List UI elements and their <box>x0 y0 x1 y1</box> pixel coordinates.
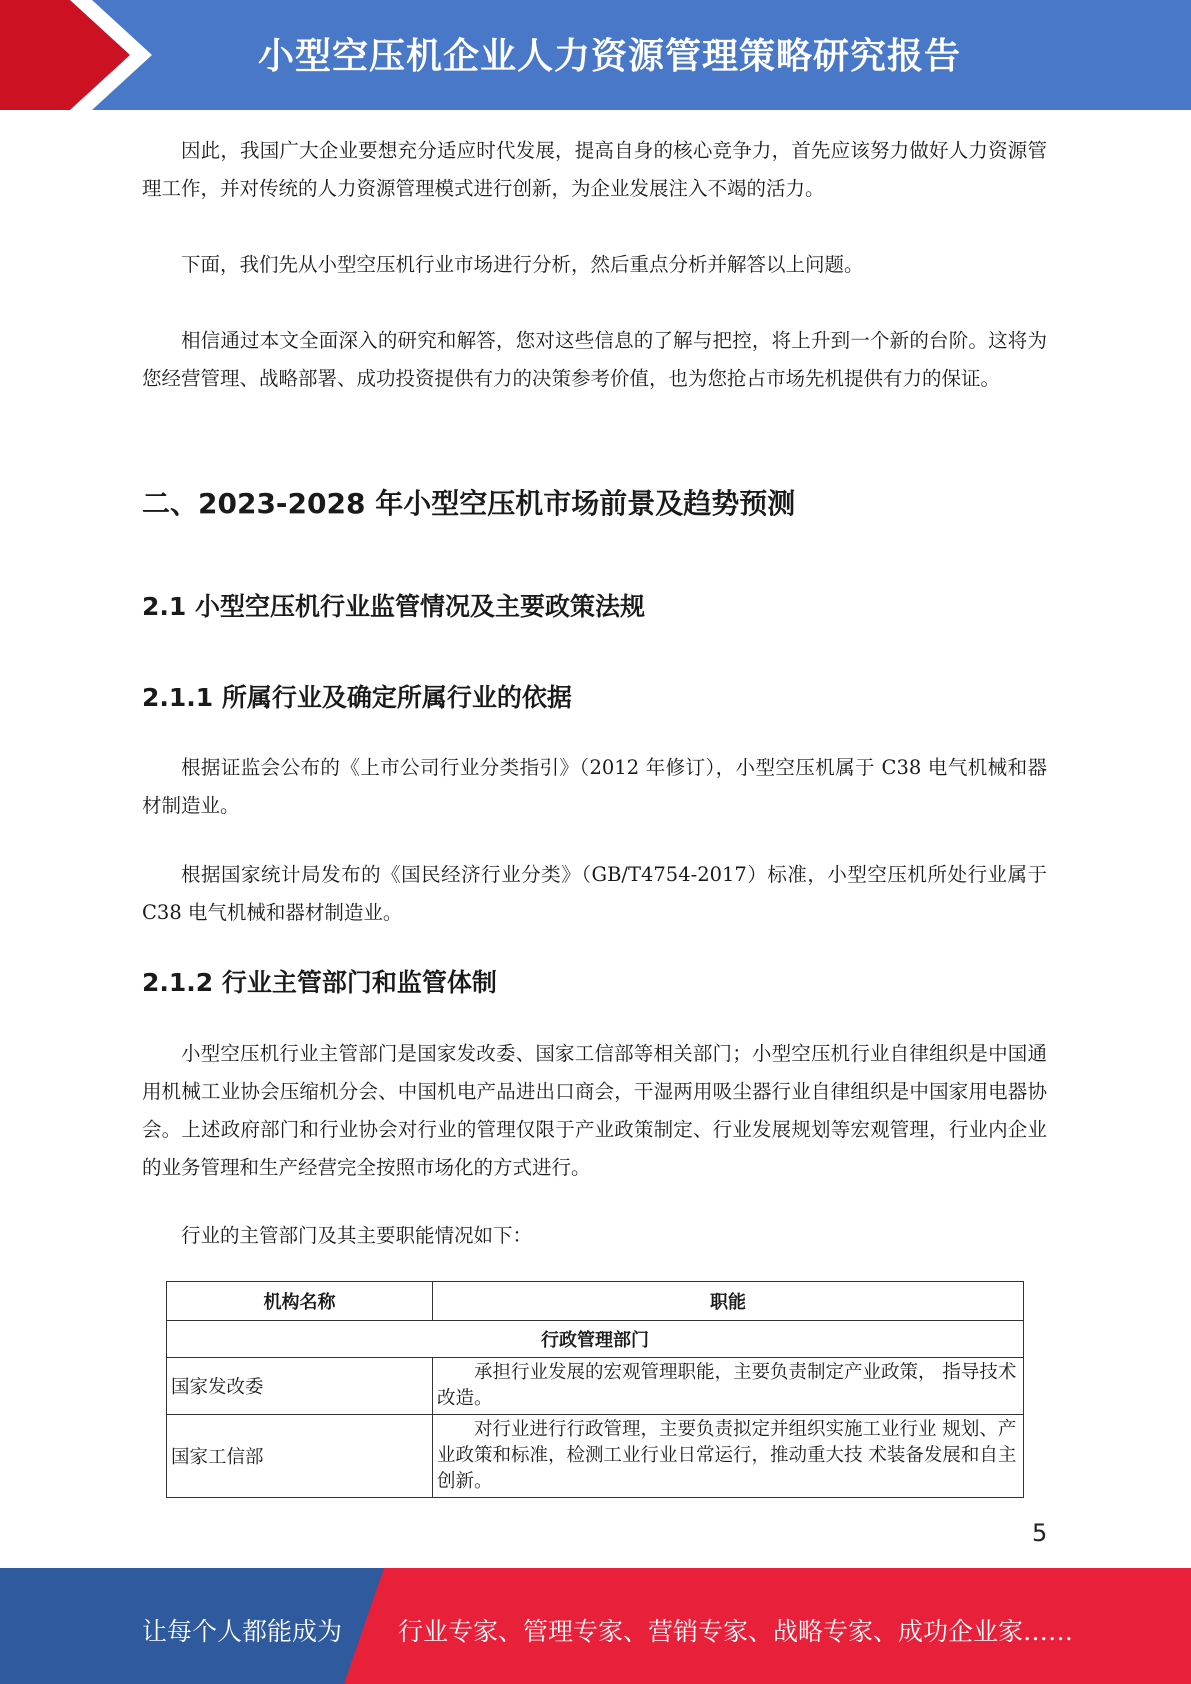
table-section-row <box>167 1321 1024 1358</box>
table-row <box>167 1358 1024 1415</box>
table-header-org: 机构名称 <box>167 1282 433 1321</box>
table-header-row <box>167 1282 1024 1321</box>
page-number: 5 <box>1032 1519 1048 1547</box>
table-row <box>167 1415 1024 1498</box>
page-header <box>0 0 1191 110</box>
table-cell-org: 国家发改委 <box>167 1358 433 1415</box>
page-footer <box>0 1568 1191 1684</box>
paragraph-2-1-1-b: 根据国家统计局发布的《国民经济行业分类》（GB/T4754-2017）标准，小型空压机所处行业属于 C38 电气机械和器材制造业。 <box>142 863 1047 924</box>
intro-paragraph-3: 相信通过本文全面深入的研究和解答，您对这些信息的了解与把控，将上升到一个新的台阶。这将为您经营管理、战略部署、成功投资提供有力的决策参考价值，也为您抢占市场先机提供有力的保证。 <box>142 329 1047 390</box>
table-section-label: 行政管理部门 <box>167 1321 1024 1358</box>
intro-paragraph-1: 因此，我国广大企业要想充分适应时代发展，提高自身的核心竞争力，首先应该努力做好人力资源管理工作，并对传统的人力资源管理模式进行创新，为企业发展注入不竭的活力。 <box>142 139 1047 200</box>
footer-slogan-right: 行业专家、管理专家、营销专家、战略专家、成功企业家…… <box>398 1617 1074 1646</box>
footer-slogan-left: 让每个人都能成为 <box>142 1617 343 1646</box>
subsection-heading-2-1-1: 2.1.1 所属行业及确定所属行业的依据 <box>142 683 572 712</box>
paragraph-2-1-2-b: 行业的主管部门及其主要职能情况如下： <box>181 1224 533 1247</box>
report-title: 小型空压机企业人力资源管理策略研究报告 <box>258 36 962 77</box>
subsection-heading-2-1: 2.1 小型空压机行业监管情况及主要政策法规 <box>142 592 645 621</box>
table-cell-duty: 对行业进行行政管理，主要负责拟定并组织实施工业行业 规划、产业政策和标准，检测工业行业日常运行，推动重大技 术装备发展和自主创新。 <box>433 1415 1024 1498</box>
paragraph-2-1-1-a: 根据证监会公布的《上市公司行业分类指引》（2012 年修订），小型空压机属于 C38 电气机械和器材制造业。 <box>142 756 1047 817</box>
paragraph-2-1-2-a: 小型空压机行业主管部门是国家发改委、国家工信部等相关部门；小型空压机行业自律组织是中国通用机械工业协会压缩机分会、中国机电产品进出口商会，干湿两用吸尘器行业自律组织是中国家用电器协会。上述政府部门和行业协会对行业的管理仅限于产业政策制定、行业发展规划等宏观管理，行业内企业的业务管理和生产经营完全按照市场化的方式进行。 <box>142 1042 1047 1179</box>
intro-paragraph-2: 下面，我们先从小型空压机行业市场进行分析，然后重点分析并解答以上问题。 <box>181 253 864 276</box>
section-heading: 二、2023-2028 年小型空压机市场前景及趋势预测 <box>142 487 796 520</box>
table-cell-org: 国家工信部 <box>167 1415 433 1498</box>
table-header-duty: 职能 <box>433 1282 1024 1321</box>
subsection-heading-2-1-2: 2.1.2 行业主管部门和监管体制 <box>142 968 497 997</box>
regulator-table <box>166 1281 1024 1498</box>
table-cell-duty: 承担行业发展的宏观管理职能，主要负责制定产业政策， 指导技术改造。 <box>433 1358 1024 1415</box>
